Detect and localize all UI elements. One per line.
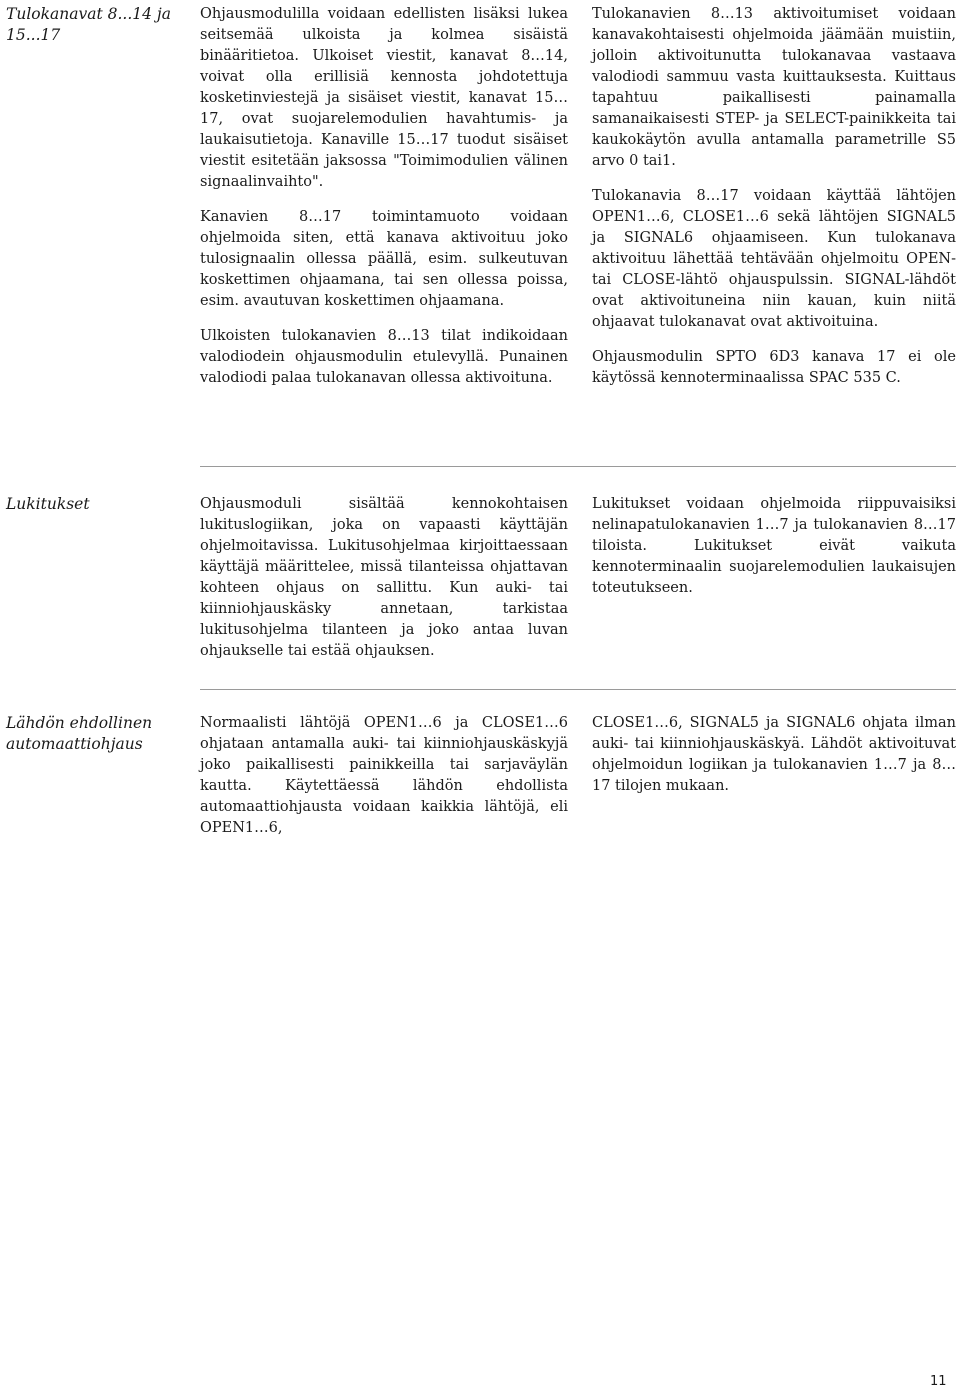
paragraph: CLOSE1…6, SIGNAL5 ja SIGNAL6 ohjata ilman auki- tai kiinniohjauskäskyä. Lähdöt aktivoituvat ohjelmoidun logiikan ja tulokanavien 1…7 ja 8…17 tilojen mukaan. xyxy=(592,715,956,794)
section-heading: Tulokanavat 8...14 ja 15...17 xyxy=(6,5,171,44)
paragraph: Ulkoisten tulokanavien 8…13 tilat indikoidaan valodiodein ohjausmodulin etulevyllä. Punainen valodiodi palaa tulokanavan ollessa aktivoituna. xyxy=(200,328,568,386)
column-left xyxy=(200,4,568,403)
paragraph: Lukitukset voidaan ohjelmoida riippuvaisiksi nelinapatulokanavien 1…7 ja tulokanavien 8…17 tiloista. Lukitukset eivät vaikuta kennoterminaalin suojarelemodulien laukaisujen toteutukseen. xyxy=(592,496,956,596)
section-heading: Lukitukset xyxy=(6,495,90,513)
paragraph: Ohjausmodulilla voidaan edellisten lisäksi lukea seitsemää ulkoista ja kolmea sisäistä binääritietoa. Ulkoiset viestit, kanavat 8…14, voivat olla erillisiä kennosta johdotettuja kosketinviestejä ja sisäiset viestit, kanavat 15…17, ovat suojarelemodulien havahtumis- ja laukaisutietoja. Kanaville 15…17 tuodut sisäiset viestit esitetään jaksossa "Toimimodulien välinen signaalinvaihto". xyxy=(200,6,568,190)
section-divider xyxy=(200,466,956,467)
column-left xyxy=(200,713,568,853)
section-divider xyxy=(200,689,956,690)
paragraph: Tulokanavia 8…17 voidaan käyttää lähtöjen OPEN1…6, CLOSE1…6 sekä lähtöjen SIGNAL5 ja SIGNAL6 ohjaamiseen. Kun tulokanava aktivoituu lähettää tehtävään ohjelmoitu OPEN- tai CLOSE-lähtö ohjauspulssin. SIGNAL-lähdöt ovat aktivoituneina niin kauan, kuin niitä ohjaavat tulokanavat ovat aktivoituina. xyxy=(592,188,956,330)
paragraph: Normaalisti lähtöjä OPEN1…6 ja CLOSE1…6 ohjataan antamalla auki- tai kiinniohjauskäskyjä joko paikallisesti painikkeilla tai sarjaväylän kautta. Käytettäessä lähdön ehdollista automaattiohjausta voidaan kaikkia lähtöjä, eli OPEN1…6, xyxy=(200,715,568,836)
paragraph: Tulokanavien 8…13 aktivoitumiset voidaan kanavakohtaisesti ohjelmoida jäämään muistiin, jolloin aktivoitunutta tulokanavaa vastaava valodiodi sammuu vasta kuittauksesta. Kuittaus tapahtuu paikallisesti painamalla samanaikaisesti STEP- ja SELECT-painikkeita tai kaukokäytön avulla antamalla parametrille S5 arvo 0 tai1. xyxy=(592,6,956,169)
paragraph: Ohjausmodulin SPTO 6D3 kanava 17 ei ole käytössä kennoterminaalissa SPAC 535 C. xyxy=(592,349,956,386)
column-left xyxy=(200,494,568,676)
paragraph: Ohjausmoduli sisältää kennokohtaisen lukituslogiikan, joka on vapaasti käyttäjän ohjelmoitavissa. Lukitusohjelmaa kirjoittaessaan käyttäjä määrittelee, missä tilanteissa ohjattavan kohteen ohjaus on sallittu. Kun auki- tai kiinniohjauskäsky annetaan, tarkistaa lukitusohjelma tilanteen ja joko antaa luvan ohjaukselle tai estää ohjauksen. xyxy=(200,496,568,659)
column-right xyxy=(592,494,956,613)
page-number: 11 xyxy=(930,1374,947,1389)
paragraph: Kanavien 8…17 toimintamuoto voidaan ohjelmoida siten, että kanava aktivoituu joko tulosignaalin ollessa päällä, esim. sulkeutuvan koskettimen ohjaamana, tai sen ollessa poissa, esim. avautuvan koskettimen ohjaamana. xyxy=(200,209,568,309)
section-heading: Lähdön ehdollinen automaattiohjaus xyxy=(6,714,153,753)
column-right xyxy=(592,713,956,811)
column-right xyxy=(592,4,956,403)
